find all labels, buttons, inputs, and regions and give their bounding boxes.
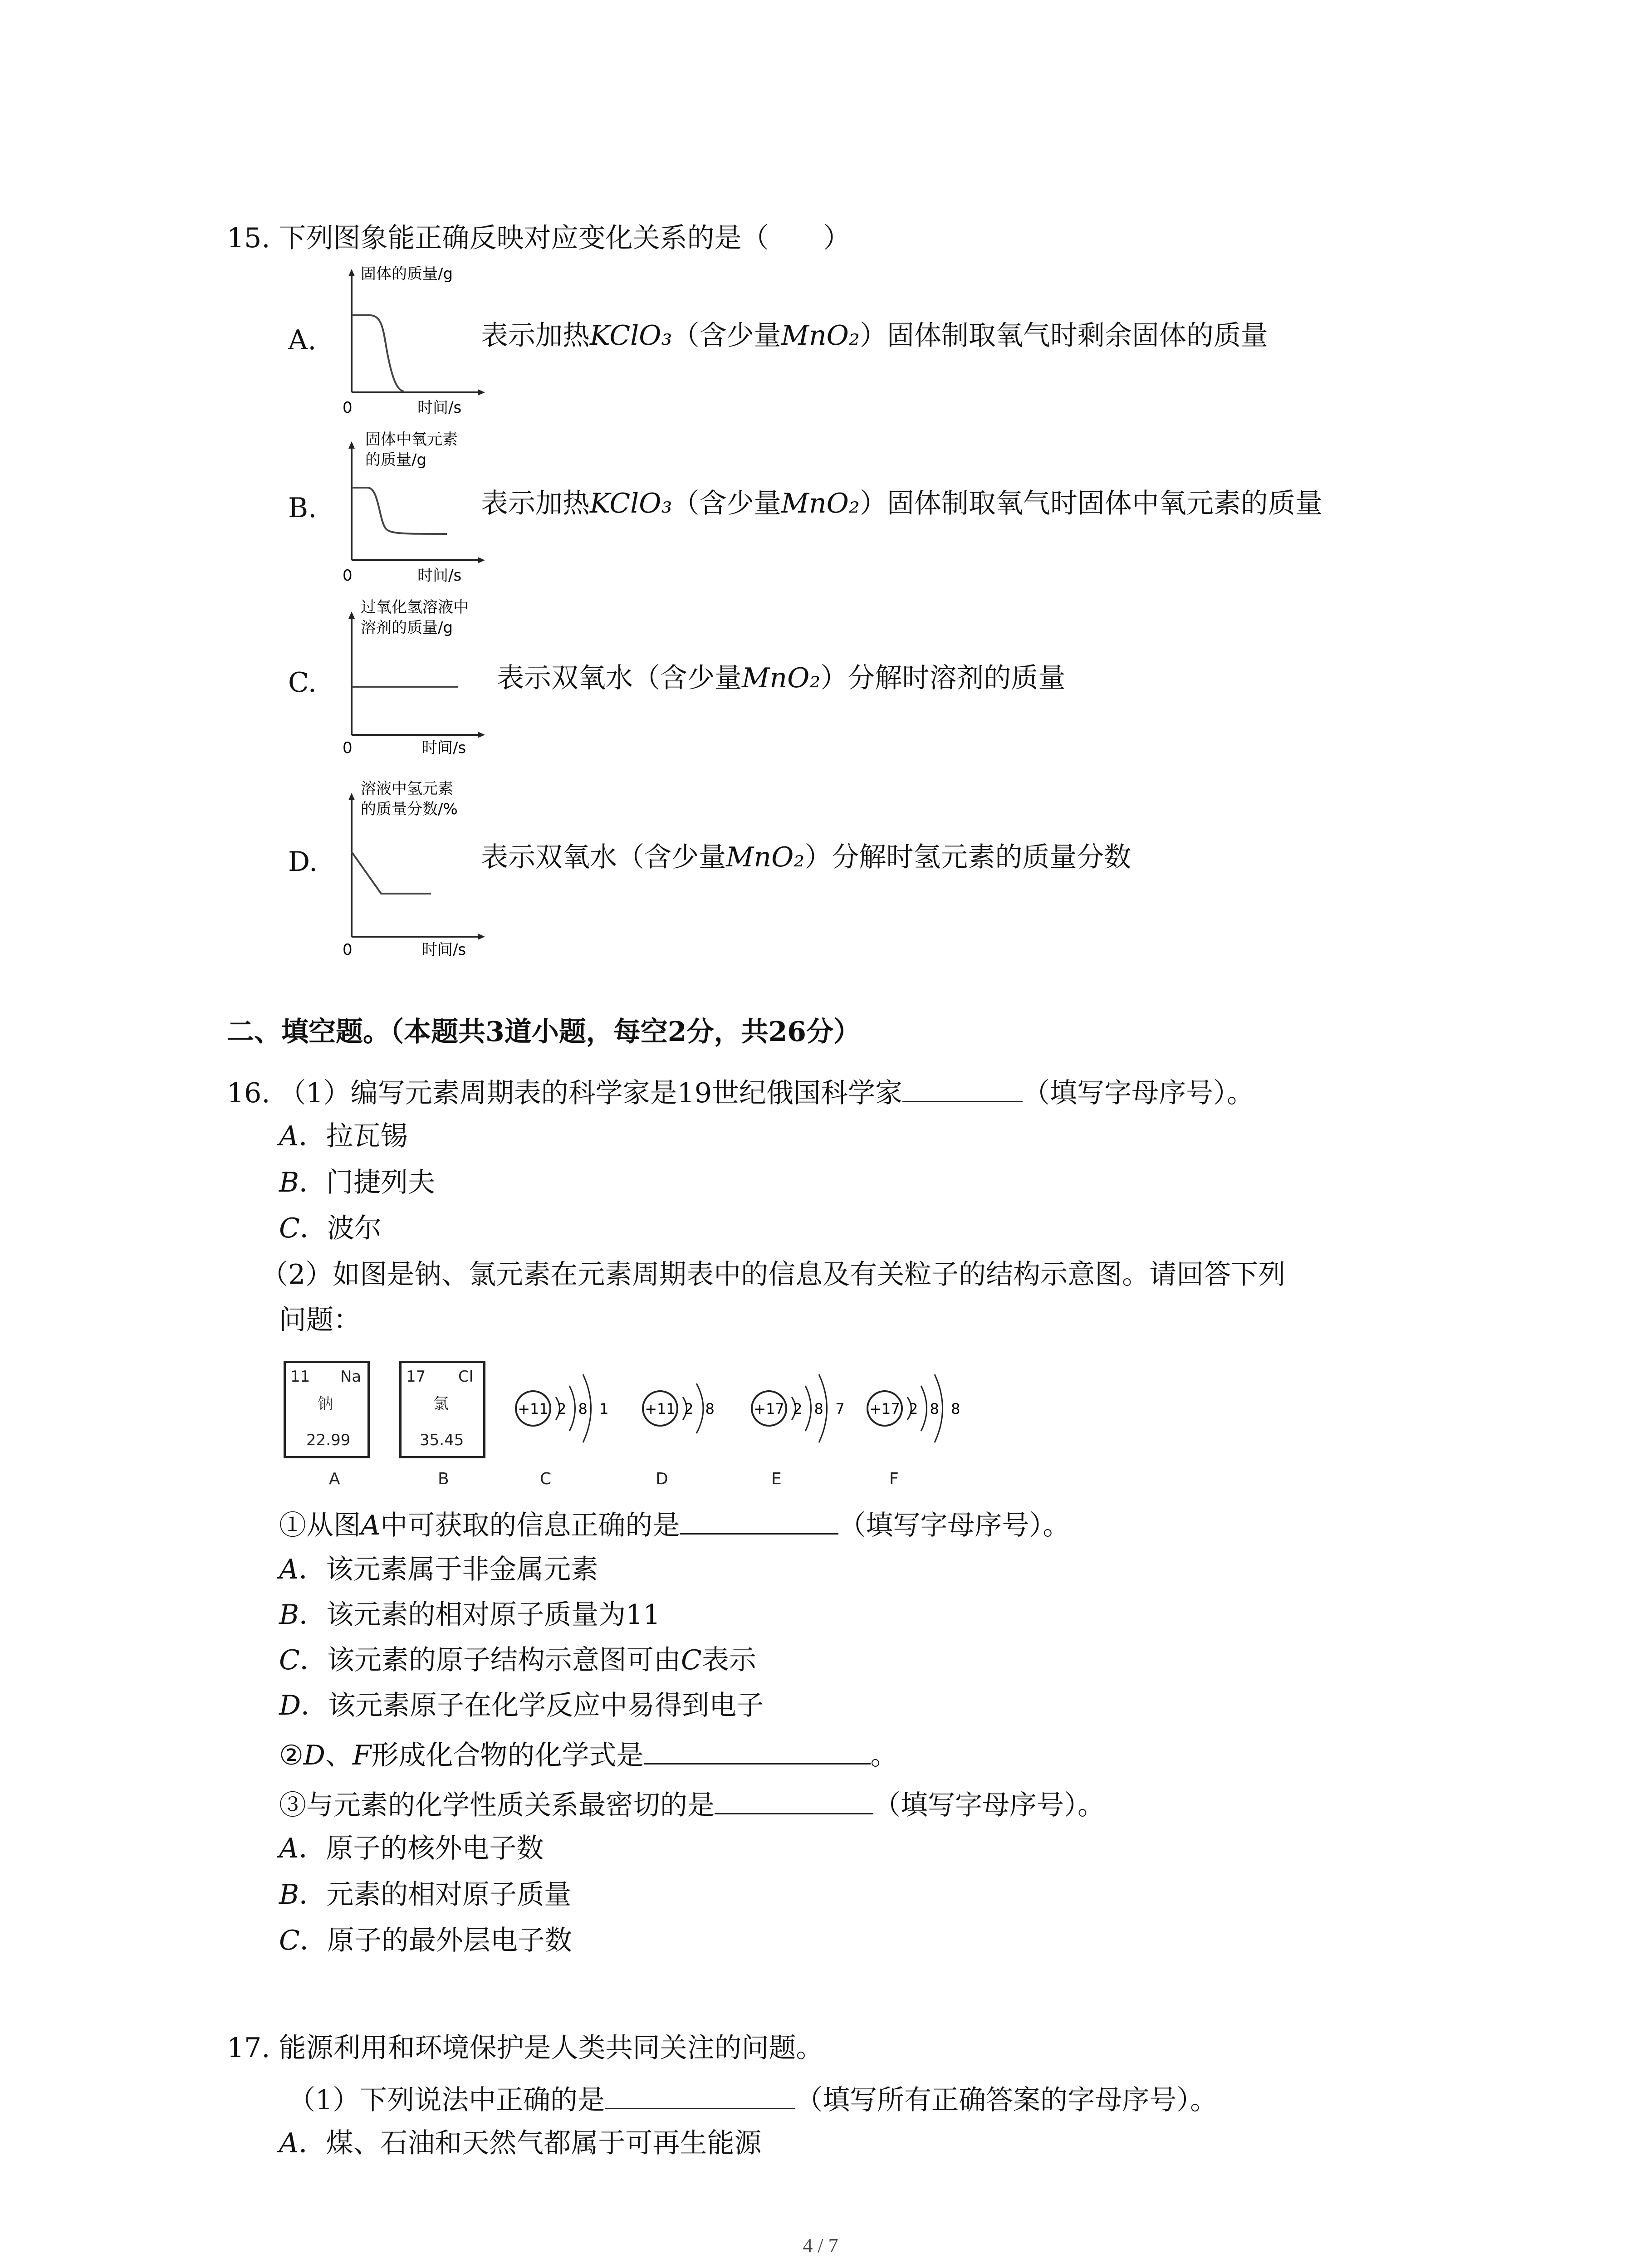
q16-part1: 16. （1）编写元素周期表的科学家是19世纪俄国科学家 （填写字母序号）。 xyxy=(227,1073,1254,1111)
q16-sub2: ②D、F形成化合物的化学式是 。 xyxy=(279,1735,898,1774)
svg-text:2 8 7: 2 8 7 xyxy=(793,1400,848,1418)
q16-p1-option-a: A．拉瓦锡 xyxy=(279,1120,408,1152)
q17-part1: （1）下列说法中正确的是 （填写所有正确答案的字母序号）。 xyxy=(288,2080,1217,2118)
svg-text:+17: +17 xyxy=(754,1400,784,1418)
cell-na-name: 钠 xyxy=(318,1395,333,1413)
caption-c: C xyxy=(540,1470,552,1488)
q15-graph-d xyxy=(333,780,497,957)
q16-s1-option-c: C．该元素的原子结构示意图可由C表示 xyxy=(279,1644,756,1676)
q16-s1-option-d: D．该元素原子在化学反应中易得到电子 xyxy=(279,1690,764,1721)
caption-a: A xyxy=(329,1470,340,1488)
q15-option-b-text: 表示加热KClO₃（含少量MnO₂）固体制取氧气时固体中氧元素的质量 xyxy=(481,488,1323,519)
answer-blank-1[interactable] xyxy=(902,1073,1023,1102)
cell-na-number: 11 xyxy=(290,1368,310,1386)
atom-diagram-f xyxy=(864,1347,969,1470)
svg-text:2 8 8: 2 8 8 xyxy=(909,1400,964,1418)
graph-d-origin: 0 xyxy=(343,941,353,957)
q16-s3-option-b: B．元素的相对原子质量 xyxy=(279,1879,572,1911)
svg-text:2 8: 2 8 xyxy=(684,1400,718,1418)
answer-blank-3[interactable] xyxy=(644,1735,871,1765)
q15-graph-a xyxy=(333,265,488,417)
svg-text:+11: +11 xyxy=(645,1400,676,1418)
graph-c-ylabel1: 过氧化氢溶液中 xyxy=(361,599,469,616)
q16-p1-option-b: B．门捷列夫 xyxy=(279,1167,436,1198)
q15-option-a-text: 表示加热KClO₃（含少量MnO₂）固体制取氧气时剩余固体的质量 xyxy=(481,320,1268,352)
q15-graph-b xyxy=(333,429,488,585)
q17-stem: 17. 能源利用和环境保护是人类共同关注的问题。 xyxy=(227,2032,823,2064)
q16-s1-option-a: A．该元素属于非金属元素 xyxy=(279,1554,598,1585)
caption-e: E xyxy=(771,1470,782,1488)
q15-option-b-letter: B. xyxy=(288,492,317,524)
q15-option-d-letter: D. xyxy=(288,846,318,878)
atom-diagram-c xyxy=(513,1347,617,1470)
graph-c-origin: 0 xyxy=(343,739,353,755)
svg-text:+17: +17 xyxy=(869,1400,900,1418)
graph-b-ylabel2: 的质量/g xyxy=(365,451,427,469)
section-2-title: 二、填空题。（本题共3道小题，每空2分，共26分） xyxy=(227,1016,861,1048)
q16-p1-option-c: C．波尔 xyxy=(279,1212,382,1244)
graph-a-origin: 0 xyxy=(343,399,353,417)
q15-option-c-text: 表示双氧水（含少量MnO₂）分解时溶剂的质量 xyxy=(497,662,1066,694)
atom-diagram-e xyxy=(749,1347,853,1470)
answer-blank-5[interactable] xyxy=(605,2080,795,2109)
graph-a-xlabel: 时间/s xyxy=(417,399,462,417)
q15-graph-c xyxy=(333,599,497,755)
q15-option-a-letter: A. xyxy=(288,324,317,356)
element-cell-cl xyxy=(399,1361,485,1458)
graph-c-ylabel2: 溶剂的质量/g xyxy=(361,619,453,637)
q16-sub1: ①从图A中可获取的信息正确的是 （填写字母序号）。 xyxy=(279,1505,1070,1544)
cell-cl-name: 氯 xyxy=(433,1395,449,1413)
q16-part2-line1: （2）如图是钠、氯元素在元素周期表中的信息及有关粒子的结构示意图。请回答下列 xyxy=(261,1259,1286,1290)
graph-d-ylabel1: 溶液中氢元素 xyxy=(361,780,453,798)
caption-f: F xyxy=(889,1470,899,1488)
graph-d-ylabel2: 的质量分数/% xyxy=(361,800,458,818)
q16-s3-option-c: C．原子的最外层电子数 xyxy=(279,1925,572,1956)
q16-part2-line2: 问题： xyxy=(279,1304,361,1336)
graph-b-origin: 0 xyxy=(343,567,353,585)
q15-stem: 15. 下列图象能正确反映对应变化关系的是（ ） xyxy=(227,222,851,254)
cell-cl-number: 17 xyxy=(406,1368,426,1386)
cell-na-mass: 22.99 xyxy=(306,1431,351,1449)
atom-diagram-d xyxy=(640,1347,726,1470)
graph-c-xlabel: 时间/s xyxy=(422,739,466,755)
graph-b-xlabel: 时间/s xyxy=(417,567,462,585)
q15-option-d-text: 表示双氧水（含少量MnO₂）分解时氢元素的质量分数 xyxy=(481,841,1132,873)
page-number: 4 / 7 xyxy=(803,2234,838,2257)
svg-text:2 8 1: 2 8 1 xyxy=(557,1400,612,1418)
q17-option-a: A．煤、石油和天然气都属于可再生能源 xyxy=(279,2127,762,2159)
graph-d-xlabel: 时间/s xyxy=(422,941,466,957)
cell-na-symbol: Na xyxy=(340,1368,362,1386)
cell-cl-symbol: Cl xyxy=(458,1368,474,1386)
q16-s1-option-b: B．该元素的相对原子质量为11 xyxy=(279,1599,661,1631)
graph-b-ylabel1: 固体中氧元素 xyxy=(365,430,458,449)
cell-cl-mass: 35.45 xyxy=(420,1431,464,1449)
caption-b: B xyxy=(438,1470,449,1488)
graph-a-ylabel: 固体的质量/g xyxy=(361,265,453,283)
answer-blank-2[interactable] xyxy=(680,1505,838,1535)
q16-s3-option-a: A．原子的核外电子数 xyxy=(279,1833,544,1864)
q16-sub3: ③与元素的化学性质关系最密切的是 （填写字母序号）。 xyxy=(279,1785,1105,1823)
svg-text:+11: +11 xyxy=(518,1400,549,1418)
q15-option-c-letter: C. xyxy=(288,667,317,699)
answer-blank-4[interactable] xyxy=(715,1785,873,1814)
element-cell-na xyxy=(284,1361,370,1458)
caption-d: D xyxy=(656,1470,668,1488)
